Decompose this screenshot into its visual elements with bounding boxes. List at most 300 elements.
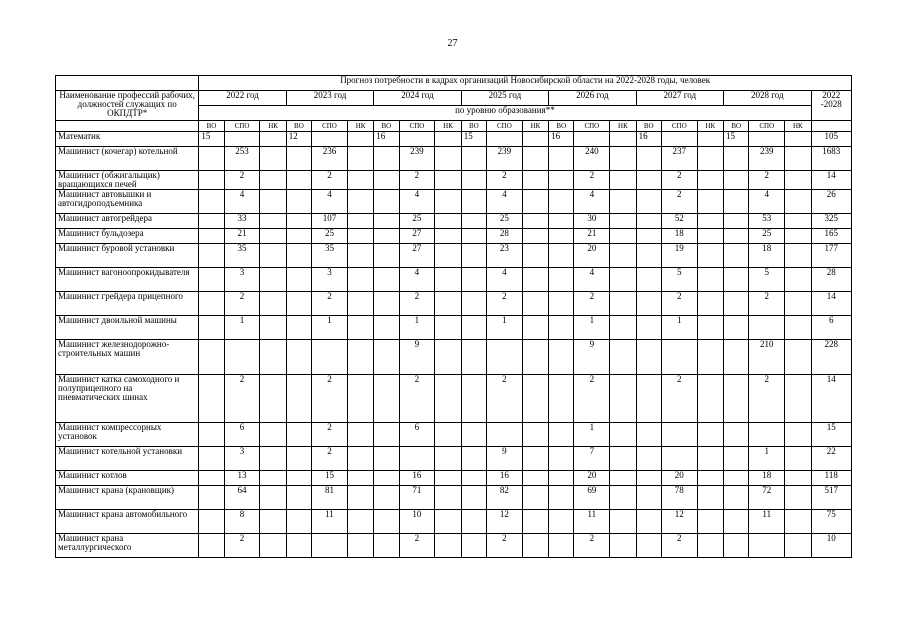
value-cell: 78: [661, 486, 697, 510]
value-cell: [549, 423, 574, 447]
table-row: [56, 244, 852, 268]
value-cell: 2: [312, 292, 348, 316]
value-cell: [461, 316, 486, 340]
value-cell: [636, 375, 661, 423]
profession-name: Машинист котельной установки: [56, 447, 199, 471]
value-cell: 2: [661, 190, 697, 214]
value-cell: [549, 375, 574, 423]
value-cell: [610, 229, 636, 244]
value-cell: [461, 447, 486, 471]
value-cell: [199, 423, 224, 447]
value-cell: [260, 340, 286, 375]
value-cell: 2: [574, 375, 610, 423]
total-cell: 26: [811, 190, 852, 214]
value-cell: [697, 214, 723, 229]
value-cell: [522, 190, 548, 214]
value-cell: [347, 214, 373, 229]
value-cell: [435, 147, 461, 171]
value-cell: 3: [224, 268, 260, 292]
value-cell: [785, 292, 811, 316]
value-cell: [199, 486, 224, 510]
value-cell: [636, 268, 661, 292]
value-cell: [461, 292, 486, 316]
value-cell: [636, 171, 661, 190]
value-cell: [347, 316, 373, 340]
value-cell: [697, 229, 723, 244]
value-cell: [724, 229, 749, 244]
value-cell: 2: [312, 375, 348, 423]
value-cell: 12: [661, 510, 697, 534]
value-cell: [435, 423, 461, 447]
value-cell: [549, 244, 574, 268]
value-cell: [374, 229, 399, 244]
value-cell: [435, 229, 461, 244]
value-cell: 2: [399, 292, 435, 316]
value-cell: [312, 534, 348, 558]
value-cell: [260, 229, 286, 244]
value-cell: [636, 292, 661, 316]
total-cell: 228: [811, 340, 852, 375]
value-cell: [224, 132, 260, 147]
education-sub-header: ВО: [199, 121, 224, 132]
value-cell: [697, 340, 723, 375]
value-cell: [522, 244, 548, 268]
value-cell: [374, 534, 399, 558]
value-cell: [785, 375, 811, 423]
value-cell: [522, 268, 548, 292]
education-sub-header: СПО: [224, 121, 260, 132]
value-cell: [461, 147, 486, 171]
value-cell: [724, 534, 749, 558]
value-cell: [785, 214, 811, 229]
year-header: 2026 год: [549, 91, 636, 106]
value-cell: [549, 147, 574, 171]
value-cell: [549, 292, 574, 316]
value-cell: 237: [661, 147, 697, 171]
value-cell: [522, 316, 548, 340]
value-cell: [374, 375, 399, 423]
value-cell: [724, 292, 749, 316]
education-sub-header: ВО: [636, 121, 661, 132]
table-row: [56, 229, 852, 244]
value-cell: 23: [486, 244, 522, 268]
profession-name: Машинист железнодорожно-строительных машин: [56, 340, 199, 375]
value-cell: [347, 171, 373, 190]
value-cell: [749, 534, 785, 558]
value-cell: [461, 375, 486, 423]
value-cell: [785, 132, 811, 147]
education-sub-header: ВО: [724, 121, 749, 132]
value-cell: [435, 171, 461, 190]
value-cell: [347, 423, 373, 447]
name-column-header: Наименование профессий рабочих, должностей служащих по ОКПДТР*: [56, 91, 199, 121]
profession-name: Машинист буровой установки: [56, 244, 199, 268]
value-cell: [697, 486, 723, 510]
value-cell: [724, 190, 749, 214]
value-cell: [785, 471, 811, 486]
value-cell: 15: [461, 132, 486, 147]
table-row: [56, 471, 852, 486]
value-cell: 4: [574, 268, 610, 292]
value-cell: 7: [574, 447, 610, 471]
value-cell: [374, 292, 399, 316]
value-cell: 20: [574, 244, 610, 268]
value-cell: [636, 534, 661, 558]
value-cell: 2: [399, 171, 435, 190]
value-cell: 35: [312, 244, 348, 268]
value-cell: 71: [399, 486, 435, 510]
value-cell: [522, 447, 548, 471]
value-cell: [461, 190, 486, 214]
value-cell: [224, 340, 260, 375]
table-row: [56, 316, 852, 340]
table-row: [56, 447, 852, 471]
value-cell: [636, 471, 661, 486]
value-cell: [697, 292, 723, 316]
value-cell: [549, 486, 574, 510]
value-cell: [610, 340, 636, 375]
value-cell: [461, 340, 486, 375]
value-cell: 2: [399, 534, 435, 558]
profession-name: Машинист (кочегар) котельной: [56, 147, 199, 171]
value-cell: 1: [574, 316, 610, 340]
value-cell: [260, 171, 286, 190]
value-cell: 5: [749, 268, 785, 292]
value-cell: 12: [486, 510, 522, 534]
value-cell: [260, 147, 286, 171]
value-cell: [697, 244, 723, 268]
value-cell: [199, 447, 224, 471]
value-cell: 210: [749, 340, 785, 375]
value-cell: [636, 147, 661, 171]
value-cell: [785, 229, 811, 244]
value-cell: [697, 190, 723, 214]
value-cell: [610, 447, 636, 471]
value-cell: [724, 147, 749, 171]
value-cell: [549, 316, 574, 340]
value-cell: 18: [661, 229, 697, 244]
value-cell: 240: [574, 147, 610, 171]
value-cell: [697, 132, 723, 147]
value-cell: 2: [749, 292, 785, 316]
value-cell: 9: [486, 447, 522, 471]
value-cell: [286, 471, 311, 486]
value-cell: 2: [312, 423, 348, 447]
value-cell: [286, 534, 311, 558]
value-cell: [286, 244, 311, 268]
value-cell: [785, 510, 811, 534]
value-cell: [610, 534, 636, 558]
value-cell: [374, 423, 399, 447]
value-cell: [260, 471, 286, 486]
value-cell: [435, 340, 461, 375]
value-cell: [199, 510, 224, 534]
value-cell: [312, 340, 348, 375]
value-cell: 25: [486, 214, 522, 229]
year-header: 2027 год: [636, 91, 723, 106]
value-cell: [199, 190, 224, 214]
value-cell: [199, 471, 224, 486]
value-cell: 107: [312, 214, 348, 229]
value-cell: [286, 510, 311, 534]
value-cell: [435, 190, 461, 214]
value-cell: [785, 268, 811, 292]
value-cell: [260, 423, 286, 447]
value-cell: [286, 190, 311, 214]
value-cell: [636, 486, 661, 510]
value-cell: [636, 214, 661, 229]
value-cell: [785, 244, 811, 268]
education-sub-header: СПО: [574, 121, 610, 132]
value-cell: [374, 447, 399, 471]
page-number: 27: [447, 38, 458, 49]
value-cell: [522, 375, 548, 423]
value-cell: 11: [312, 510, 348, 534]
year-header: 2025 год: [461, 91, 548, 106]
education-sub-header: НК: [697, 121, 723, 132]
value-cell: [749, 316, 785, 340]
value-cell: 2: [574, 534, 610, 558]
value-cell: 2: [661, 292, 697, 316]
value-cell: 10: [399, 510, 435, 534]
value-cell: [461, 423, 486, 447]
value-cell: [610, 375, 636, 423]
value-cell: 1: [574, 423, 610, 447]
value-cell: [347, 471, 373, 486]
value-cell: [486, 340, 522, 375]
value-cell: [461, 171, 486, 190]
value-cell: 2: [399, 375, 435, 423]
value-cell: 2: [224, 534, 260, 558]
value-cell: 81: [312, 486, 348, 510]
value-cell: [697, 423, 723, 447]
value-cell: 2: [312, 171, 348, 190]
value-cell: 3: [312, 268, 348, 292]
value-cell: [260, 214, 286, 229]
total-cell: 517: [811, 486, 852, 510]
value-cell: 1: [661, 316, 697, 340]
value-cell: [347, 486, 373, 510]
table-row: [56, 486, 852, 510]
value-cell: 64: [224, 486, 260, 510]
value-cell: 25: [749, 229, 785, 244]
value-cell: 18: [749, 244, 785, 268]
profession-name: Машинист котлов: [56, 471, 199, 486]
total-cell: 118: [811, 471, 852, 486]
value-cell: [286, 316, 311, 340]
value-cell: 16: [399, 471, 435, 486]
value-cell: [374, 171, 399, 190]
education-sub-header: СПО: [312, 121, 348, 132]
education-sub-header: НК: [347, 121, 373, 132]
value-cell: [374, 340, 399, 375]
value-cell: [286, 268, 311, 292]
value-cell: [374, 316, 399, 340]
value-cell: [260, 486, 286, 510]
profession-name: Машинист крана (крановщик): [56, 486, 199, 510]
value-cell: [724, 214, 749, 229]
value-cell: [522, 214, 548, 229]
value-cell: [461, 214, 486, 229]
education-sub-header: НК: [522, 121, 548, 132]
table-row: [56, 534, 852, 558]
value-cell: [374, 147, 399, 171]
value-cell: 4: [312, 190, 348, 214]
profession-name: Машинист двоильной машины: [56, 316, 199, 340]
value-cell: [636, 190, 661, 214]
value-cell: [486, 423, 522, 447]
value-cell: [435, 244, 461, 268]
value-cell: 239: [486, 147, 522, 171]
value-cell: 2: [224, 171, 260, 190]
total-cell: 1683: [811, 147, 852, 171]
value-cell: [399, 447, 435, 471]
value-cell: [260, 132, 286, 147]
value-cell: [610, 147, 636, 171]
profession-name: Машинист катка самоходного и полуприцепного на пневматических шинах: [56, 375, 199, 423]
value-cell: 15: [724, 132, 749, 147]
education-sub-header: ВО: [286, 121, 311, 132]
value-cell: [785, 423, 811, 447]
table-row: [56, 171, 852, 190]
value-cell: [785, 534, 811, 558]
total-cell: 15: [811, 423, 852, 447]
value-cell: 4: [399, 190, 435, 214]
total-cell: 22: [811, 447, 852, 471]
value-cell: [549, 229, 574, 244]
value-cell: 2: [661, 171, 697, 190]
value-cell: [549, 534, 574, 558]
value-cell: [636, 244, 661, 268]
value-cell: 16: [486, 471, 522, 486]
value-cell: [785, 316, 811, 340]
value-cell: [199, 316, 224, 340]
total-cell: 105: [811, 132, 852, 147]
value-cell: 2: [486, 375, 522, 423]
value-cell: [347, 340, 373, 375]
value-cell: [549, 268, 574, 292]
value-cell: [522, 229, 548, 244]
education-sub-header: СПО: [661, 121, 697, 132]
value-cell: [610, 423, 636, 447]
value-cell: [435, 214, 461, 229]
education-sub-header: НК: [435, 121, 461, 132]
value-cell: [312, 132, 348, 147]
value-cell: [636, 316, 661, 340]
value-cell: 8: [224, 510, 260, 534]
value-cell: [486, 132, 522, 147]
value-cell: 12: [286, 132, 311, 147]
value-cell: [199, 147, 224, 171]
value-cell: [749, 132, 785, 147]
value-cell: [636, 423, 661, 447]
value-cell: [260, 268, 286, 292]
value-cell: [697, 268, 723, 292]
year-header: 2023 год: [286, 91, 373, 106]
value-cell: [610, 214, 636, 229]
value-cell: [549, 340, 574, 375]
value-cell: [724, 316, 749, 340]
profession-name: Машинист автовышки и автогидроподъемника: [56, 190, 199, 214]
value-cell: 16: [549, 132, 574, 147]
value-cell: [199, 244, 224, 268]
value-cell: 4: [486, 190, 522, 214]
value-cell: [549, 447, 574, 471]
value-cell: [374, 471, 399, 486]
value-cell: [347, 244, 373, 268]
value-cell: [347, 510, 373, 534]
value-cell: 1: [312, 316, 348, 340]
profession-name: Машинист вагоноопрокидывателя: [56, 268, 199, 292]
value-cell: 27: [399, 229, 435, 244]
value-cell: 27: [399, 244, 435, 268]
total-header: 2022 -2028: [811, 91, 852, 121]
value-cell: [347, 229, 373, 244]
value-cell: [435, 486, 461, 510]
value-cell: [461, 486, 486, 510]
value-cell: [347, 375, 373, 423]
profession-name: Машинист компрессорных установок: [56, 423, 199, 447]
value-cell: [724, 244, 749, 268]
value-cell: [636, 340, 661, 375]
value-cell: [286, 375, 311, 423]
table-row: [56, 375, 852, 423]
value-cell: 16: [636, 132, 661, 147]
education-sub-header: СПО: [486, 121, 522, 132]
sub-header-blank: [811, 121, 852, 132]
value-cell: 13: [224, 471, 260, 486]
value-cell: [724, 340, 749, 375]
value-cell: 4: [749, 190, 785, 214]
value-cell: [610, 171, 636, 190]
value-cell: 236: [312, 147, 348, 171]
value-cell: 20: [661, 471, 697, 486]
education-level-header: по уровню образования**: [199, 106, 811, 121]
value-cell: [374, 190, 399, 214]
table-row: [56, 340, 852, 375]
value-cell: 4: [399, 268, 435, 292]
value-cell: [435, 132, 461, 147]
table-row: [56, 147, 852, 171]
value-cell: 4: [574, 190, 610, 214]
profession-name: Машинист автогрейдера: [56, 214, 199, 229]
total-cell: 75: [811, 510, 852, 534]
value-cell: [697, 375, 723, 423]
value-cell: 35: [224, 244, 260, 268]
table-row: [56, 423, 852, 447]
value-cell: 2: [486, 171, 522, 190]
value-cell: [199, 340, 224, 375]
profession-name: Машинист грейдера прицепного: [56, 292, 199, 316]
total-cell: 6: [811, 316, 852, 340]
profession-name: Машинист крана металлургического: [56, 534, 199, 558]
value-cell: [199, 292, 224, 316]
value-cell: 72: [749, 486, 785, 510]
value-cell: [636, 510, 661, 534]
value-cell: 69: [574, 486, 610, 510]
value-cell: [260, 534, 286, 558]
value-cell: [374, 510, 399, 534]
value-cell: [260, 375, 286, 423]
education-sub-header: НК: [610, 121, 636, 132]
value-cell: [374, 486, 399, 510]
value-cell: 9: [399, 340, 435, 375]
value-cell: 2: [749, 375, 785, 423]
value-cell: [785, 447, 811, 471]
education-sub-header: СПО: [749, 121, 785, 132]
value-cell: 5: [661, 268, 697, 292]
value-cell: 2: [749, 171, 785, 190]
